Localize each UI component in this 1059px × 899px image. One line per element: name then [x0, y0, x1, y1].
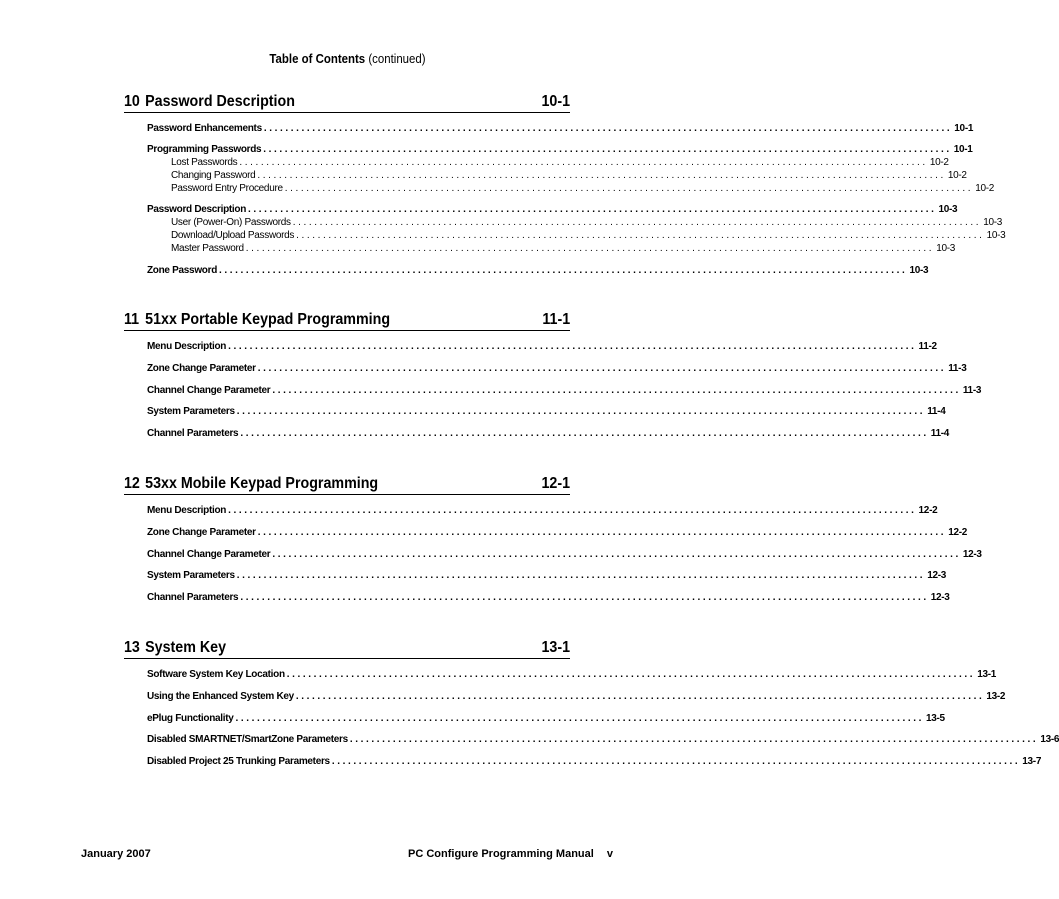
chapter-page: 11-1 [542, 311, 570, 328]
entry-page: 12-3 [927, 570, 947, 581]
chapter-title: Password Description [145, 93, 295, 110]
footer-date: January 2007 [81, 848, 151, 860]
toc-entry[interactable] [147, 265, 929, 277]
entry-title: Channel Parameters [147, 592, 239, 603]
chapter-page: 13-1 [541, 639, 570, 656]
entry-title: Programming Passwords [147, 144, 262, 155]
chapter-number: 13 [124, 639, 140, 656]
entry-title: Password Enhancements [147, 123, 262, 134]
dot-leader: ................................................................................................................................ [240, 428, 929, 439]
dot-leader: ................................................................................................................................ [295, 691, 985, 702]
toc-subentry[interactable] [147, 243, 956, 255]
entry-page: 11-3 [948, 363, 967, 374]
dot-leader: ................................................................................................................................ [236, 406, 926, 417]
chapter-number: 10 [124, 93, 140, 110]
entry-title: Zone Change Parameter [147, 363, 256, 374]
dot-leader: ................................................................................................................................ [286, 669, 976, 680]
toc-entry[interactable] [147, 713, 945, 725]
entry-page: 13-1 [977, 669, 997, 680]
entry-title: System Parameters [147, 406, 235, 417]
dot-leader: ................................................................................................................................ [331, 756, 1021, 767]
dot-leader: ................................................................................................................................ [236, 570, 926, 581]
chapter-page: 12-1 [541, 475, 570, 492]
entry-page: 11-4 [927, 406, 946, 417]
toc-subentry[interactable] [147, 170, 967, 182]
chapter-page: 10-1 [541, 93, 570, 110]
dot-leader: ................................................................................................................................ [263, 144, 952, 155]
dot-leader: ................................................................................................................................ [284, 183, 974, 194]
entry-page: 10-3 [909, 265, 929, 276]
toc-entry[interactable] [147, 505, 938, 517]
entry-page: 12-3 [962, 549, 982, 560]
entry-title: System Parameters [147, 570, 235, 581]
dot-leader: ................................................................................................................................ [245, 243, 935, 254]
dot-leader: ................................................................................................................................ [239, 157, 928, 168]
toc-entry[interactable] [147, 527, 968, 539]
toc-title: Table of Contents [269, 51, 366, 66]
dot-leader: ................................................................................................................................ [219, 265, 908, 276]
dot-leader: ................................................................................................................................ [272, 549, 961, 560]
toc-entry[interactable] [147, 734, 1059, 746]
chapter-title: 53xx Mobile Keypad Programming [145, 475, 379, 492]
toc-subentry[interactable] [147, 230, 1006, 242]
entry-title: Menu Description [147, 341, 227, 352]
entry-title: Lost Passwords [171, 157, 238, 168]
toc-entry[interactable] [147, 669, 997, 681]
dot-leader: ................................................................................................................................ [248, 204, 937, 215]
toc-subentry[interactable] [147, 157, 949, 169]
entry-page: 13-5 [925, 713, 945, 724]
entry-title: User (Power-On) Passwords [171, 217, 291, 228]
toc-entry[interactable] [147, 341, 937, 353]
chapter-number: 11 [124, 311, 140, 328]
entry-page: 11-3 [962, 385, 982, 396]
entry-page: 10-3 [938, 204, 958, 215]
dot-leader: ................................................................................................................................ [292, 217, 982, 228]
entry-page: 10-2 [975, 183, 995, 194]
entry-title: Channel Change Parameter [147, 385, 271, 396]
entry-title: Using the Enhanced System Key [147, 691, 294, 702]
dot-leader: ................................................................................................................................ [349, 734, 1039, 745]
footer-page-number: v [606, 848, 613, 860]
chapter-number: 12 [124, 475, 140, 492]
entry-title: Menu Description [147, 505, 227, 516]
page-header [42, 51, 654, 66]
entry-page: 11-2 [918, 341, 937, 352]
dot-leader: ................................................................................................................................ [296, 230, 985, 241]
entry-page: 10-1 [954, 123, 974, 134]
chapter-11-section [124, 307, 982, 439]
entry-page: 12-3 [930, 592, 950, 603]
dot-leader: ................................................................................................................................ [272, 385, 961, 396]
chapter-title: System Key [145, 639, 227, 656]
toc-entry[interactable] [147, 570, 947, 582]
chapter-heading[interactable] [124, 307, 570, 331]
dot-leader: ................................................................................................................................ [228, 341, 917, 352]
toc-entry[interactable] [147, 144, 973, 156]
entry-page: 10-2 [929, 157, 949, 168]
footer-manual [408, 848, 613, 860]
entry-title: Changing Password [171, 170, 256, 181]
toc-entry[interactable] [147, 385, 982, 397]
dot-leader: ................................................................................................................................ [257, 363, 947, 374]
entry-title: Password Entry Procedure [171, 183, 283, 194]
toc-entry[interactable] [147, 549, 982, 561]
toc-title-suffix: (continued) [368, 51, 426, 66]
entry-page: 10-2 [947, 170, 967, 181]
entry-page: 11-4 [930, 428, 950, 439]
entry-title: Disabled Project 25 Trunking Parameters [147, 756, 330, 767]
toc-entry[interactable] [147, 691, 1006, 703]
toc-entry[interactable] [147, 363, 967, 375]
entry-page: 10-1 [953, 144, 973, 155]
entry-page: 10-3 [983, 217, 1003, 228]
entry-title: Password Description [147, 204, 247, 215]
entry-page: 13-6 [1040, 734, 1059, 745]
entry-title: Zone Password [147, 265, 218, 276]
entry-page: 12-2 [948, 527, 968, 538]
chapter-12-section [124, 471, 982, 603]
entry-page: 13-7 [1022, 756, 1042, 767]
toc-entry[interactable] [147, 592, 950, 604]
chapter-heading[interactable] [124, 471, 570, 495]
dot-leader: ................................................................................................................................ [240, 592, 929, 603]
chapter-heading[interactable] [124, 89, 570, 113]
chapter-10-section [124, 89, 1006, 276]
footer-manual-title: PC Configure Programming Manual [408, 848, 594, 860]
dot-leader: ................................................................................................................................ [257, 170, 946, 181]
entry-page: 13-2 [986, 691, 1006, 702]
toc-entry[interactable] [147, 406, 946, 418]
dot-leader: ................................................................................................................................ [235, 713, 924, 724]
dot-leader: ................................................................................................................................ [257, 527, 947, 538]
entry-page: 10-3 [986, 230, 1006, 241]
toc-entry[interactable] [147, 204, 958, 216]
chapter-heading[interactable] [124, 635, 570, 659]
toc-entry[interactable] [147, 123, 974, 135]
chapter-13-section [124, 635, 1059, 767]
entry-title: Channel Parameters [147, 428, 239, 439]
entry-title: Master Password [171, 243, 244, 254]
chapter-title: 51xx Portable Keypad Programming [145, 311, 391, 328]
toc-entry[interactable] [147, 756, 1042, 768]
toc-subentry[interactable] [147, 217, 1003, 229]
entry-title: Download/Upload Passwords [171, 230, 295, 241]
entry-title: Disabled SMARTNET/SmartZone Parameters [147, 734, 348, 745]
toc-entry[interactable] [147, 428, 950, 440]
entry-title: ePlug Functionality [147, 713, 234, 724]
dot-leader: ................................................................................................................................ [263, 123, 953, 134]
entry-title: Software System Key Location [147, 669, 285, 680]
entry-title: Channel Change Parameter [147, 549, 271, 560]
dot-leader: ................................................................................................................................ [228, 505, 917, 516]
entry-page: 12-2 [918, 505, 938, 516]
entry-page: 10-3 [936, 243, 956, 254]
entry-title: Zone Change Parameter [147, 527, 256, 538]
toc-subentry[interactable] [147, 183, 995, 195]
